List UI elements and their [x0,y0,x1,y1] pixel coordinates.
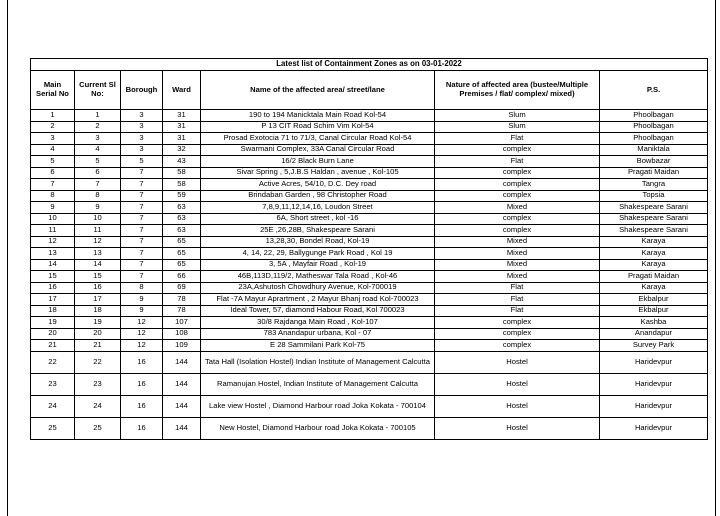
cell-area: Ideal Tower, 57, diamond Habour Road, Kol 700023 [201,305,435,317]
cell-area: E 28 Sammilani Park Kol-75 [201,340,435,352]
cell-nature: Hostel [435,395,600,417]
cell-borough: 12 [121,328,163,340]
cell-area: Ramanujan Hostel, Indian Institute of Management Calcutta [201,373,435,395]
cell-current-sl: 17 [75,294,121,306]
cell-borough: 3 [121,121,163,133]
table-row [31,328,708,340]
cell-ward: 144 [163,417,201,439]
table-row [31,110,708,122]
cell-current-sl: 13 [75,248,121,260]
cell-current-sl: 6 [75,167,121,179]
cell-borough: 12 [121,317,163,329]
table-row [31,202,708,214]
cell-ps: Maniktala [600,144,708,156]
cell-ward: 65 [163,236,201,248]
cell-ps: Shakespeare Sarani [600,225,708,237]
cell-borough: 7 [121,271,163,283]
table-row [31,144,708,156]
cell-area: Flat -7A Mayur Aprartment , 2 Mayur Bhanj road Kol-700023 [201,294,435,306]
table-row [31,271,708,283]
cell-current-sl: 15 [75,271,121,283]
table-row [31,190,708,202]
cell-nature: Flat [435,305,600,317]
cell-ps: Phoolbagan [600,110,708,122]
cell-ward: 58 [163,179,201,191]
table-row [31,225,708,237]
cell-borough: 3 [121,133,163,145]
cell-area: Tata Hall (Isolation Hostel) Indian Institute of Management Calcutta [201,351,435,373]
cell-ps: Tangra [600,179,708,191]
cell-current-sl: 8 [75,190,121,202]
cell-main-serial: 7 [31,179,75,191]
cell-current-sl: 18 [75,305,121,317]
cell-nature: complex [435,144,600,156]
cell-area: 783 Anandapur urbana, Kol - 07 [201,328,435,340]
cell-current-sl: 12 [75,236,121,248]
cell-current-sl: 25 [75,417,121,439]
cell-main-serial: 19 [31,317,75,329]
cell-current-sl: 10 [75,213,121,225]
header-row [31,71,708,110]
cell-ward: 43 [163,156,201,168]
table-row [31,282,708,294]
table-row [31,156,708,168]
table-row [31,417,708,439]
cell-borough: 7 [121,179,163,191]
table-row [31,294,708,306]
cell-area: 30/8 Rajdanga Main Road , Kol-107 [201,317,435,329]
table-row [31,179,708,191]
cell-ps: Phoolbagan [600,121,708,133]
cell-current-sl: 4 [75,144,121,156]
table-row [31,248,708,260]
cell-borough: 7 [121,248,163,260]
cell-nature: Mixed [435,236,600,248]
table-row [31,167,708,179]
cell-area: 3, 5A , Mayfair Road , Kol-19 [201,259,435,271]
cell-borough: 8 [121,282,163,294]
cell-area: Prosad Exotocia 71 to 71/3, Canal Circular Road Kol-54 [201,133,435,145]
cell-ps: Haridevpur [600,417,708,439]
header-ward: Ward [163,71,201,110]
table-row [31,133,708,145]
cell-ps: Karaya [600,236,708,248]
page-border-right [715,0,716,516]
cell-ward: 78 [163,305,201,317]
cell-area: P 13 CIT Road Schim Vim Kol-54 [201,121,435,133]
cell-main-serial: 16 [31,282,75,294]
cell-ward: 144 [163,373,201,395]
cell-main-serial: 22 [31,351,75,373]
cell-current-sl: 19 [75,317,121,329]
cell-ward: 78 [163,294,201,306]
cell-area: Active Acres, 54/10, D.C. Dey road [201,179,435,191]
cell-nature: Hostel [435,417,600,439]
cell-main-serial: 10 [31,213,75,225]
containment-zones-table [30,58,708,440]
cell-nature: Mixed [435,259,600,271]
cell-ward: 65 [163,259,201,271]
cell-ps: Anandapur [600,328,708,340]
cell-main-serial: 20 [31,328,75,340]
cell-area: 4, 14, 22, 29, Ballygunge Park Road , Kol 19 [201,248,435,260]
cell-ward: 63 [163,202,201,214]
cell-ward: 66 [163,271,201,283]
cell-area: 7,8,9,11,12,14,16, Loudon Street [201,202,435,214]
cell-borough: 16 [121,351,163,373]
cell-borough: 16 [121,373,163,395]
cell-borough: 7 [121,236,163,248]
cell-ps: Pragati Maidan [600,167,708,179]
cell-area: Brindaban Garden , 98 Christopher Road [201,190,435,202]
cell-borough: 16 [121,395,163,417]
cell-area: Lake view Hostel , Diamond Harbour road Joka Kokata - 700104 [201,395,435,417]
cell-area: 6A, Short street , kol -16 [201,213,435,225]
cell-main-serial: 24 [31,395,75,417]
cell-current-sl: 5 [75,156,121,168]
cell-nature: Flat [435,156,600,168]
header-area: Name of the affected area/ street/lane [201,71,435,110]
cell-nature: Slum [435,121,600,133]
cell-ps: Karaya [600,248,708,260]
cell-current-sl: 9 [75,202,121,214]
cell-main-serial: 9 [31,202,75,214]
cell-main-serial: 14 [31,259,75,271]
table-row [31,259,708,271]
cell-current-sl: 20 [75,328,121,340]
table-row [31,305,708,317]
table-title: Latest list of Containment Zones as on 03-01-2022 [31,59,708,71]
cell-current-sl: 22 [75,351,121,373]
cell-main-serial: 12 [31,236,75,248]
cell-borough: 3 [121,144,163,156]
cell-current-sl: 7 [75,179,121,191]
cell-ps: Survey Park [600,340,708,352]
cell-ps: Pragati Maidan [600,271,708,283]
cell-nature: Flat [435,294,600,306]
cell-ps: Karaya [600,259,708,271]
cell-nature: complex [435,328,600,340]
table-row [31,340,708,352]
cell-area: New Hostel, Diamond Harbour road Joka Kokata - 700105 [201,417,435,439]
cell-borough: 7 [121,225,163,237]
cell-nature: Mixed [435,248,600,260]
cell-ward: 108 [163,328,201,340]
cell-nature: Slum [435,110,600,122]
cell-ward: 32 [163,144,201,156]
cell-ps: Bowbazar [600,156,708,168]
cell-nature: Mixed [435,271,600,283]
cell-area: 23A,Ashutosh Chowdhury Avenue, Kol-700019 [201,282,435,294]
cell-ps: Haridevpur [600,351,708,373]
cell-nature: complex [435,317,600,329]
cell-area: 190 to 194 Manicktala Main Road Kol-54 [201,110,435,122]
cell-current-sl: 14 [75,259,121,271]
cell-borough: 16 [121,417,163,439]
table-row [31,121,708,133]
cell-ward: 31 [163,121,201,133]
cell-borough: 9 [121,305,163,317]
cell-nature: complex [435,213,600,225]
cell-borough: 7 [121,190,163,202]
cell-area: Swarmani Complex, 33A Canal Circular Road [201,144,435,156]
cell-area: 16/2 Black Burn Lane [201,156,435,168]
cell-main-serial: 4 [31,144,75,156]
cell-nature: complex [435,340,600,352]
header-current-sl: Current Sl No: [75,71,121,110]
cell-borough: 7 [121,213,163,225]
cell-main-serial: 1 [31,110,75,122]
cell-ward: 109 [163,340,201,352]
cell-borough: 9 [121,294,163,306]
cell-ward: 69 [163,282,201,294]
cell-ps: Ekbalpur [600,294,708,306]
cell-main-serial: 3 [31,133,75,145]
cell-current-sl: 3 [75,133,121,145]
cell-main-serial: 25 [31,417,75,439]
cell-ps: Kashba [600,317,708,329]
cell-main-serial: 23 [31,373,75,395]
cell-borough: 7 [121,202,163,214]
cell-ward: 65 [163,248,201,260]
cell-borough: 7 [121,259,163,271]
cell-area: 13,28,30, Bondel Road, Kol-19 [201,236,435,248]
table-row [31,351,708,373]
cell-main-serial: 5 [31,156,75,168]
cell-current-sl: 24 [75,395,121,417]
page-border-left [7,0,8,516]
cell-ward: 144 [163,395,201,417]
header-ps: P.S. [600,71,708,110]
cell-ps: Topsia [600,190,708,202]
cell-borough: 5 [121,156,163,168]
cell-nature: complex [435,190,600,202]
cell-main-serial: 13 [31,248,75,260]
cell-main-serial: 15 [31,271,75,283]
cell-ward: 63 [163,225,201,237]
cell-nature: Hostel [435,373,600,395]
cell-current-sl: 11 [75,225,121,237]
cell-current-sl: 21 [75,340,121,352]
cell-ps: Haridevpur [600,373,708,395]
cell-ps: Haridevpur [600,395,708,417]
cell-ward: 63 [163,213,201,225]
table-row [31,213,708,225]
cell-current-sl: 16 [75,282,121,294]
cell-ps: Phoolbagan [600,133,708,145]
cell-nature: Flat [435,282,600,294]
header-main-serial: Main Serial No [31,71,75,110]
cell-ward: 31 [163,133,201,145]
cell-ps: Shakespeare Sarani [600,202,708,214]
header-nature: Nature of affected area (bustee/Multiple Premises / flat/ complex/ mixed) [435,71,600,110]
cell-current-sl: 1 [75,110,121,122]
cell-main-serial: 6 [31,167,75,179]
cell-ward: 107 [163,317,201,329]
cell-ward: 59 [163,190,201,202]
cell-main-serial: 2 [31,121,75,133]
table-body [31,110,708,440]
table-row [31,317,708,329]
cell-main-serial: 11 [31,225,75,237]
cell-area: Sivar Spring , 5,J.B.S Haldan , avenue , Kol-105 [201,167,435,179]
cell-ps: Karaya [600,282,708,294]
cell-main-serial: 8 [31,190,75,202]
cell-nature: complex [435,179,600,191]
cell-area: 46B,113D,119/2, Matheswar Tala Road , Kol-46 [201,271,435,283]
cell-current-sl: 2 [75,121,121,133]
cell-ward: 144 [163,351,201,373]
cell-nature: Flat [435,133,600,145]
cell-nature: Mixed [435,202,600,214]
cell-ps: Shakespeare Sarani [600,213,708,225]
cell-current-sl: 23 [75,373,121,395]
cell-ps: Ekbalpur [600,305,708,317]
cell-borough: 7 [121,167,163,179]
header-borough: Borough [121,71,163,110]
cell-main-serial: 17 [31,294,75,306]
cell-main-serial: 21 [31,340,75,352]
cell-main-serial: 18 [31,305,75,317]
cell-ward: 58 [163,167,201,179]
cell-nature: Hostel [435,351,600,373]
table-row [31,395,708,417]
cell-nature: complex [435,167,600,179]
table-row [31,236,708,248]
cell-borough: 12 [121,340,163,352]
cell-ward: 31 [163,110,201,122]
cell-nature: complex [435,225,600,237]
table-row [31,373,708,395]
cell-area: 25E ,26,28B, Shakespeare Sarani [201,225,435,237]
cell-borough: 3 [121,110,163,122]
